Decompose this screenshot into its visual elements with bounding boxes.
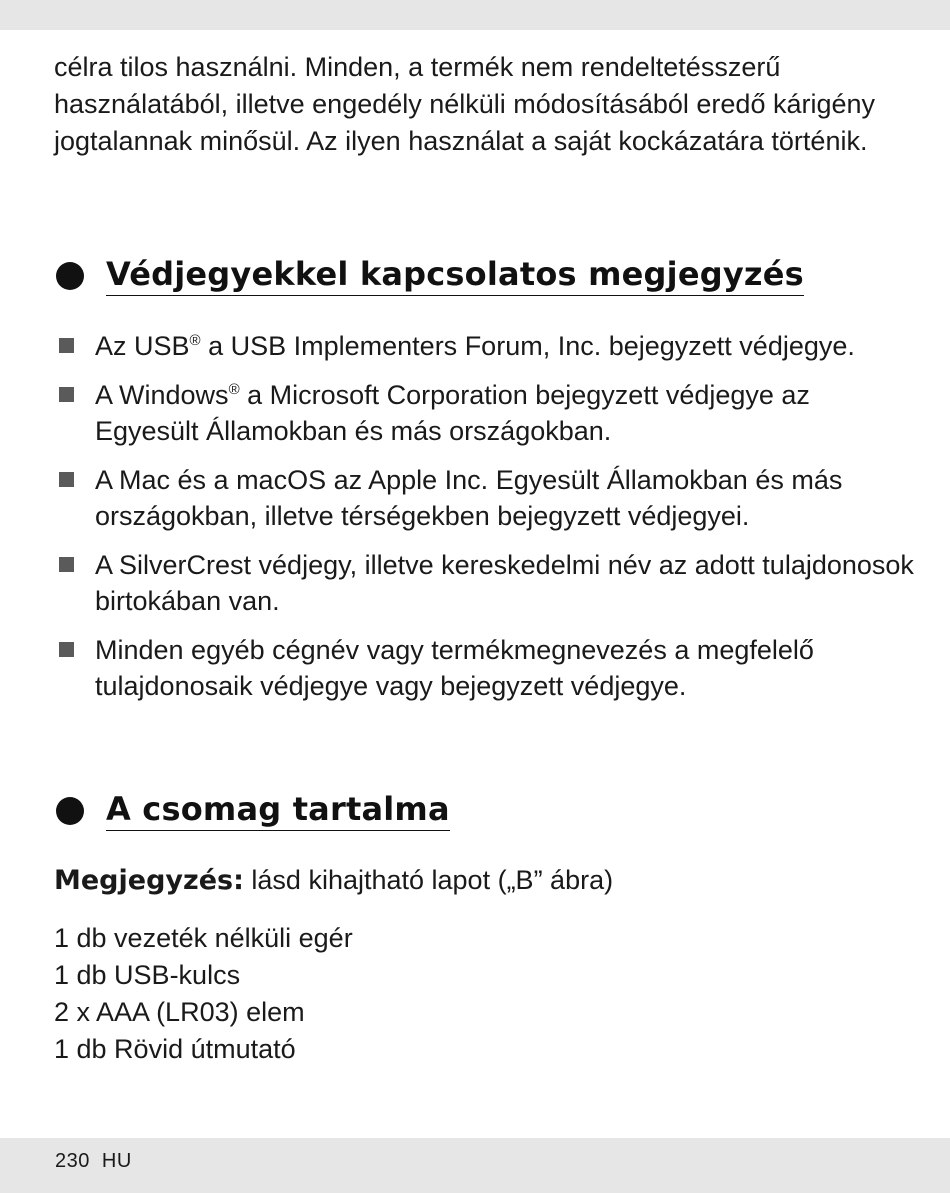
note-label: Megjegyzés:	[54, 865, 244, 896]
trademark-item-text-cont: a Microsoft Corporation bejegyzett védjegye az Egyesült Államokban és más országokban.	[95, 380, 810, 446]
trademark-item-text: A SilverCrest védjegy, illetve kereskedelmi név az adott tulajdonosok birtokában van.	[95, 550, 914, 616]
heading-bullet-icon	[56, 262, 84, 290]
note-text: lásd kihajtható lapot („B” ábra)	[243, 865, 614, 895]
package-section-heading	[56, 790, 450, 831]
trademark-item-text: Az USB	[95, 331, 190, 361]
registered-mark: ®	[228, 381, 240, 398]
trademark-item-mac	[56, 462, 916, 534]
trademark-item-text: A Windows	[95, 380, 229, 410]
trademark-item-windows	[56, 377, 916, 449]
trademark-list	[56, 328, 916, 717]
registered-mark: ®	[189, 332, 201, 349]
square-bullet-icon	[59, 642, 74, 657]
square-bullet-icon	[59, 557, 74, 572]
package-contents-list	[54, 920, 353, 1068]
footer-band	[0, 1138, 950, 1193]
package-item: 1 db vezeték nélküli egér	[54, 923, 353, 953]
square-bullet-icon	[59, 472, 74, 487]
square-bullet-icon	[59, 338, 74, 353]
trademark-item-text-cont: a USB Implementers Forum, Inc. bejegyzett védjegye.	[200, 331, 855, 361]
language-code: HU	[101, 1150, 132, 1172]
intro-paragraph: célra tilos használni. Minden, a termék nem rendeltetésszerű használatából, illetve engedély nélküli módosításából eredő kárigény jogtalannak minősül. Az ilyen használat a saját kockázatára történik.	[54, 52, 876, 156]
trademark-section-heading	[56, 255, 804, 296]
square-bullet-icon	[59, 387, 74, 402]
heading-bullet-icon	[56, 797, 84, 825]
trademark-item-silvercrest	[56, 547, 916, 619]
package-note	[54, 862, 613, 899]
page-number: 230	[55, 1150, 90, 1172]
trademark-heading-text: Védjegyekkel kapcsolatos megjegyzés	[106, 255, 804, 296]
trademark-item-other	[56, 632, 916, 704]
package-item: 1 db Rövid útmutató	[54, 1034, 296, 1064]
package-heading-text: A csomag tartalma	[106, 790, 450, 831]
package-item: 2 x AAA (LR03) elem	[54, 997, 305, 1027]
top-band	[0, 0, 950, 30]
package-item: 1 db USB-kulcs	[54, 960, 241, 990]
trademark-item-text: A Mac és a macOS az Apple Inc. Egyesült Államokban és más országokban, illetve térségekben bejegyzett védjegyei.	[95, 465, 843, 531]
page-footer	[55, 1150, 132, 1173]
trademark-item-usb	[56, 328, 916, 364]
trademark-item-text: Minden egyéb cégnév vagy termékmegnevezés a megfelelő tulajdonosaik védjegye vagy bejegyzett védjegye.	[95, 635, 814, 701]
